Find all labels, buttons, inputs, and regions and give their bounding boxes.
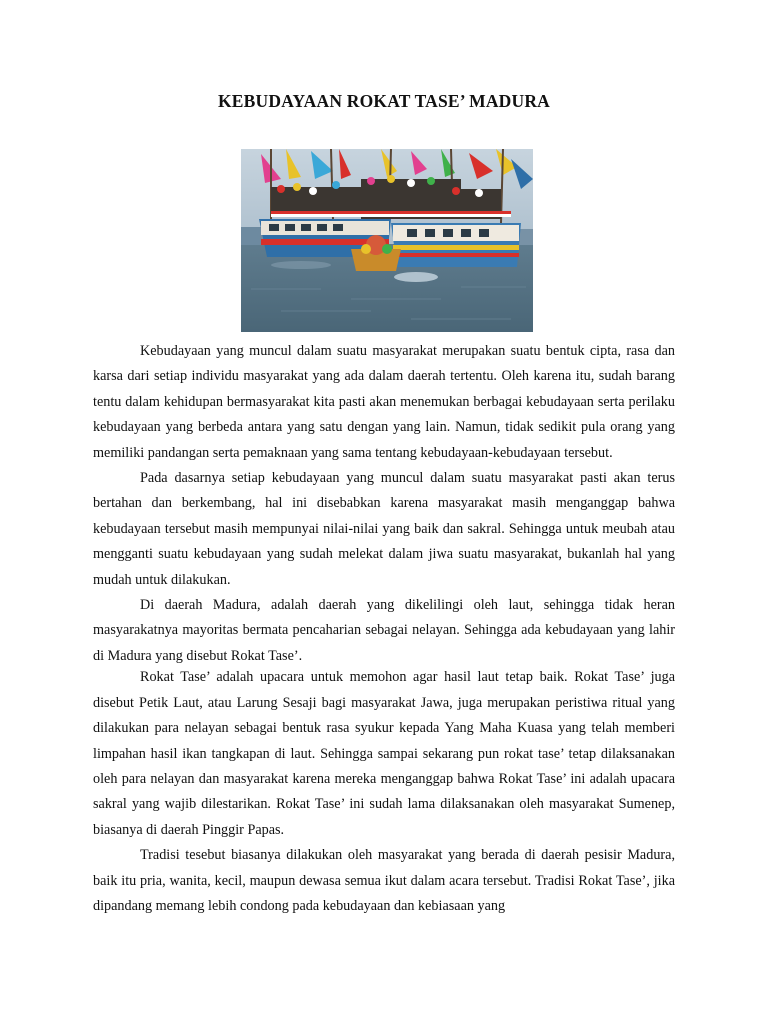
paragraph: Pada dasarnya setiap kebudayaan yang muncul dalam suatu masyarakat pasti akan terus bertahan dan berkembang, hal ini disebabkan karena masyarakat masih menganggap bahwa kebudayaan tersebut masih mempunyai nilai-nilai yang baik dan sakral. Sehingga untuk meubah atau mengganti suatu kebudayaan yang sudah melekat dalam jiwa suatu masyarakat, bukanlah hal yang mudah untuk dilakukan. — [93, 470, 675, 588]
paragraph: Kebudayaan yang muncul dalam suatu masyarakat merupakan suatu bentuk cipta, rasa dan karsa dari setiap individu masyarakat yang ada dalam daerah tertentu. Oleh karena itu, sudah barang tentu dalam kehidupan bermasyarakat kita pasti akan menemukan berbagai kebudayaan serta perilaku kebudayaan yang berbeda antara yang satu dengan yang lain. Namun, tidak sedikit pula orang yang memiliki pandangan serta pemaknaan yang sama tentang kebudayaan-kebudayaan tersebut. — [93, 343, 675, 461]
paragraph: Di daerah Madura, adalah daerah yang dikelilingi oleh laut, sehingga tidak heran masyarakatnya mayoritas bermata pencaharian sebagai nelayan. Sehingga ada kebudayaan yang lahir di Madura yang disebut Rokat Tase’. — [93, 597, 675, 664]
document-body — [93, 339, 675, 919]
paragraph: Tradisi tesebut biasanya dilakukan oleh masyarakat yang berada di daerah pesisir Madura, baik itu pria, wanita, kecil, maupun dewasa semua ikut dalam acara tersebut. Tradisi Rokat Tase’, jika dipandang memang lebih condong pada kebudayaan dan kebiasaan yang — [93, 847, 675, 914]
document-title: KEBUDAYAAN ROKAT TASE’ MADURA — [217, 91, 551, 111]
paragraph: Rokat Tase’ adalah upacara untuk memohon agar hasil laut tetap baik. Rokat Tase’ juga disebut Petik Laut, atau Larung Sesaji bagi masyarakat Jawa, juga merupakan peristiwa ritual yang dilakukan para nelayan sebagai bentuk rasa syukur kepada Yang Maha Kuasa yang telah memberi limpahan hasil ikan tangkapan di laut. Sehingga sampai sekarang pun rokat tase’ tetap dilaksanakan oleh para nelayan dan masyarakat karena mereka menganggap bahwa Rokat Tase’ ini adalah upacara sakral yang wajib dilestarikan. Rokat Tase’ ini sudah lama dilaksanakan oleh masyarakat Sumenep, biasanya di daerah Pinggir Papas. — [93, 669, 675, 838]
boat-festival-photo — [241, 149, 533, 332]
